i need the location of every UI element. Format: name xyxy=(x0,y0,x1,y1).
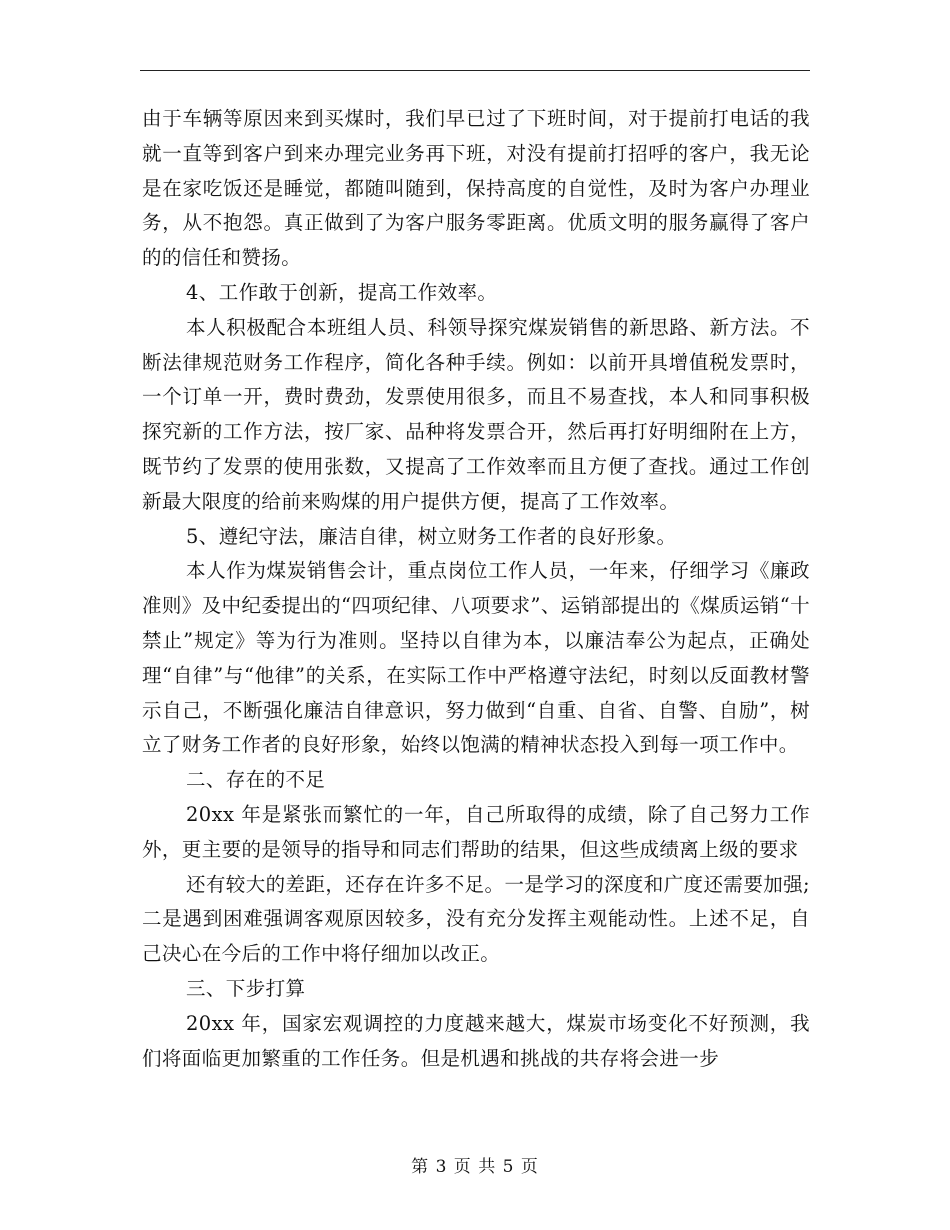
paragraph-shortcomings-2: 还有较大的差距，还存在许多不足。一是学习的深度和广度还需要加强;二是遇到困难强调客观原因较多，没有充分发挥主观能动性。上述不足，自己决心在今后的工作中将仔细加以改正。 xyxy=(142,872,810,966)
paragraph-innovation: 本人积极配合本班组人员、科领导探究煤炭销售的新思路、新方法。不断法律规范财务工作程序，简化各种手续。例如：以前开具增值税发票时，一个订单一开，费时费劲，发票使用很多，而且不易查找，本人和同事积极探究新的工作方法，按厂家、品种将发票合开，然后再打好明细附在上方，既节约了发票的使用张数，又提高了工作效率而且方便了查找。通过工作创新最大限度的给前来购煤的用户提供方便，提高了工作效率。 xyxy=(142,315,810,513)
paragraph-discipline: 本人作为煤炭销售会计，重点岗位工作人员，一年来，仔细学习《廉政准则》及中纪委提出的“四项纪律、八项要求”、运销部提出的《煤质运销“十禁止”规定》等为行为准则。坚持以自律为本，以廉洁奉公为起点，正确处理“自律”与“他律”的关系，在实际工作中严格遵守法纪，时刻以反面教材警示自己，不断强化廉洁自律意识，努力做到“自重、自省、自警、自励”，树立了财务工作者的良好形象，始终以饱满的精神状态投入到每一项工作中。 xyxy=(142,559,810,757)
heading-next-plan: 三、下步打算 xyxy=(186,976,306,1000)
heading-5-discipline: 5、遵纪守法，廉洁自律，树立财务工作者的良好形象。 xyxy=(186,524,677,548)
page-number-footer: 第 3 页 共 5 页 xyxy=(411,1157,539,1177)
document-body xyxy=(142,102,810,1076)
header-rule xyxy=(140,70,810,71)
heading-shortcomings: 二、存在的不足 xyxy=(186,768,326,792)
paragraph-1: 由于车辆等原因来到买煤时，我们早已过了下班时间，对于提前打电话的我就一直等到客户到来办理完业务再下班，对没有提前打招呼的客户，我无论是在家吃饭还是睡觉，都随叫随到，保持高度的自觉性，及时为客户办理业务，从不抱怨。真正做到了为客户服务零距离。优质文明的服务赢得了客户的的信任和赞扬。 xyxy=(142,107,810,270)
heading-4-innovation: 4、工作敢于创新，提高工作效率。 xyxy=(186,280,498,304)
paragraph-shortcomings-1: 20xx 年是紧张而繁忙的一年，自己所取得的成绩，除了自己努力工作外，更主要的是领导的指导和同志们帮助的结果，但这些成绩离上级的要求 xyxy=(142,802,810,861)
paragraph-next-plan: 20xx 年，国家宏观调控的力度越来越大，煤炭市场变化不好预测，我们将面临更加繁重的工作任务。但是机遇和挑战的共存将会进一步 xyxy=(142,1011,810,1070)
